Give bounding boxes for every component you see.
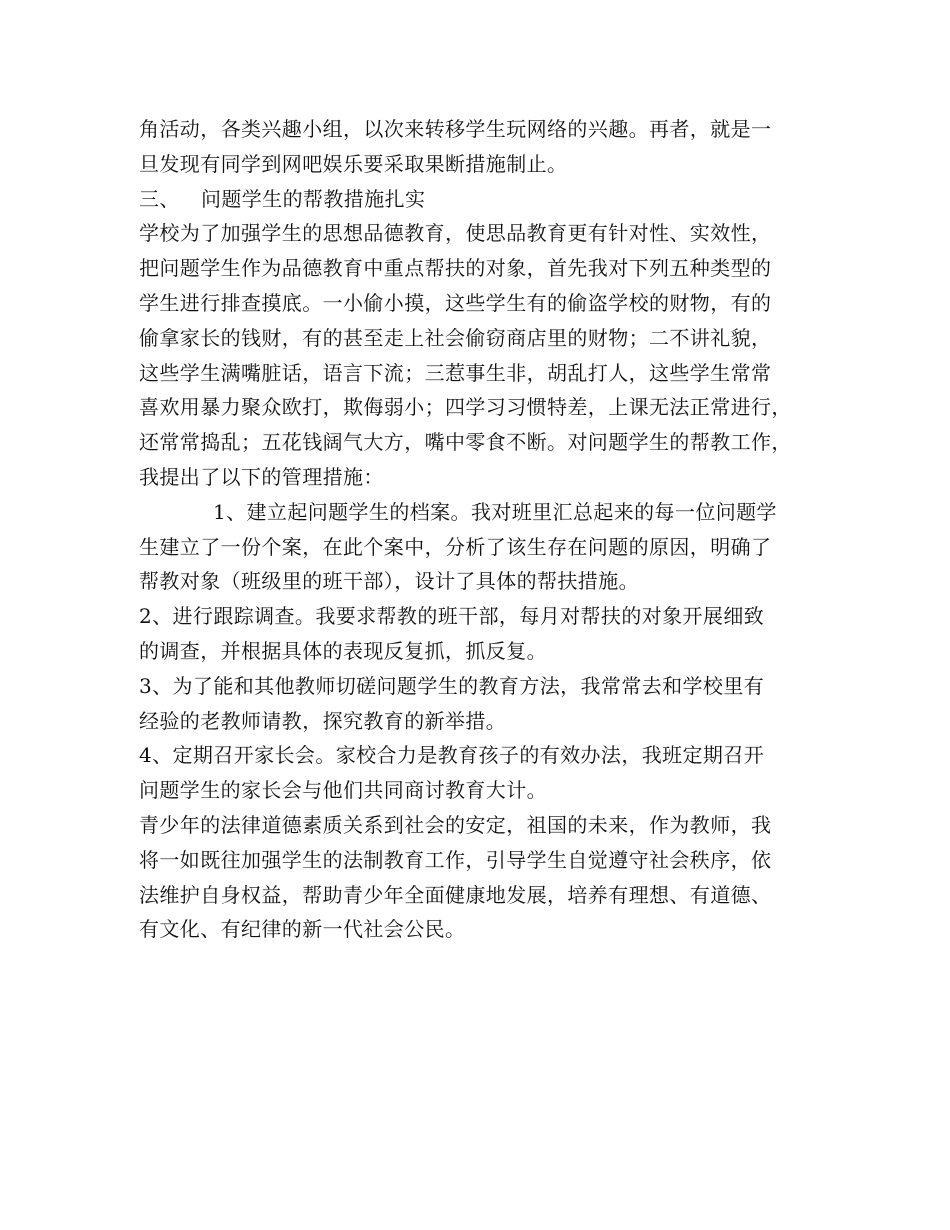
list-item-line: 3、为了能和其他教师切磋问题学生的教育方法，我常常去和学校里有 bbox=[139, 673, 765, 698]
text-line: 的调查，并根据具体的表现反复抓，抓反复。 bbox=[139, 638, 547, 663]
text-line: 角活动，各类兴趣小组，以次来转移学生玩网络的兴趣。再者，就是一 bbox=[139, 117, 772, 141]
text-line: 喜欢用暴力聚众欧打，欺侮弱小；四学习习惯特差，上课无法正常进行， bbox=[139, 395, 792, 420]
list-item-first-line: 1、建立起问题学生的档案。我对班里汇总起来的每一位问题学 bbox=[213, 499, 777, 524]
text-line: 问题学生的家长会与他们共同商讨教育大计。 bbox=[139, 778, 547, 803]
text-line: 将一如既往加强学生的法制教育工作，引导学生自觉遵守社会秩序，依 bbox=[139, 847, 772, 872]
section-number: 三、 bbox=[139, 186, 180, 211]
text-line: 这些学生满嘴脏话，语言下流；三惹事生非，胡乱打人，这些学生常常 bbox=[139, 360, 772, 385]
text-line: 把问题学生作为品德教育中重点帮扶的对象，首先我对下列五种类型的 bbox=[139, 256, 772, 281]
text-line: 青少年的法律道德素质关系到社会的安定，祖国的未来，作为教师，我 bbox=[139, 812, 772, 837]
text-line: 学生进行排查摸底。一小偷小摸，这些学生有的偷盗学校的财物，有的 bbox=[139, 290, 772, 315]
text-line: 生建立了一份个案，在此个案中，分析了该生存在问题的原因，明确了 bbox=[139, 534, 772, 559]
text-line: 偷拿家长的钱财，有的甚至走上社会偷窃商店里的财物；二不讲礼貌， bbox=[139, 325, 772, 350]
text-line: 我提出了以下的管理措施： bbox=[139, 464, 384, 489]
text-line: 法维护自身权益，帮助青少年全面健康地发展，培养有理想、有道德、 bbox=[139, 882, 772, 907]
text-line: 学校为了加强学生的思想品德教育，使思品教育更有针对性、实效性， bbox=[139, 221, 772, 246]
list-item-line: 2、进行跟踪调查。我要求帮教的班干部，每月对帮扶的对象开展细致 bbox=[139, 604, 765, 629]
section-heading bbox=[139, 182, 829, 217]
list-item-line: 4、定期召开家长会。家校合力是教育孩子的有效办法，我班定期召开 bbox=[139, 743, 765, 768]
text-line: 经验的老教师请教，探究教育的新举措。 bbox=[139, 708, 507, 733]
section-title: 问题学生的帮教措施扎实 bbox=[201, 186, 426, 211]
text-line: 帮教对象（班级里的班干部），设计了具体的帮扶措施。 bbox=[139, 569, 639, 594]
text-line: 有文化、有纪律的新一代社会公民。 bbox=[139, 917, 466, 942]
text-line: 旦发现有同学到网吧娱乐要采取果断措施制止。 bbox=[139, 151, 568, 176]
text-line: 还常常捣乱；五花钱阔气大方，嘴中零食不断。对问题学生的帮教工作， bbox=[139, 430, 792, 455]
document-body bbox=[139, 112, 829, 947]
